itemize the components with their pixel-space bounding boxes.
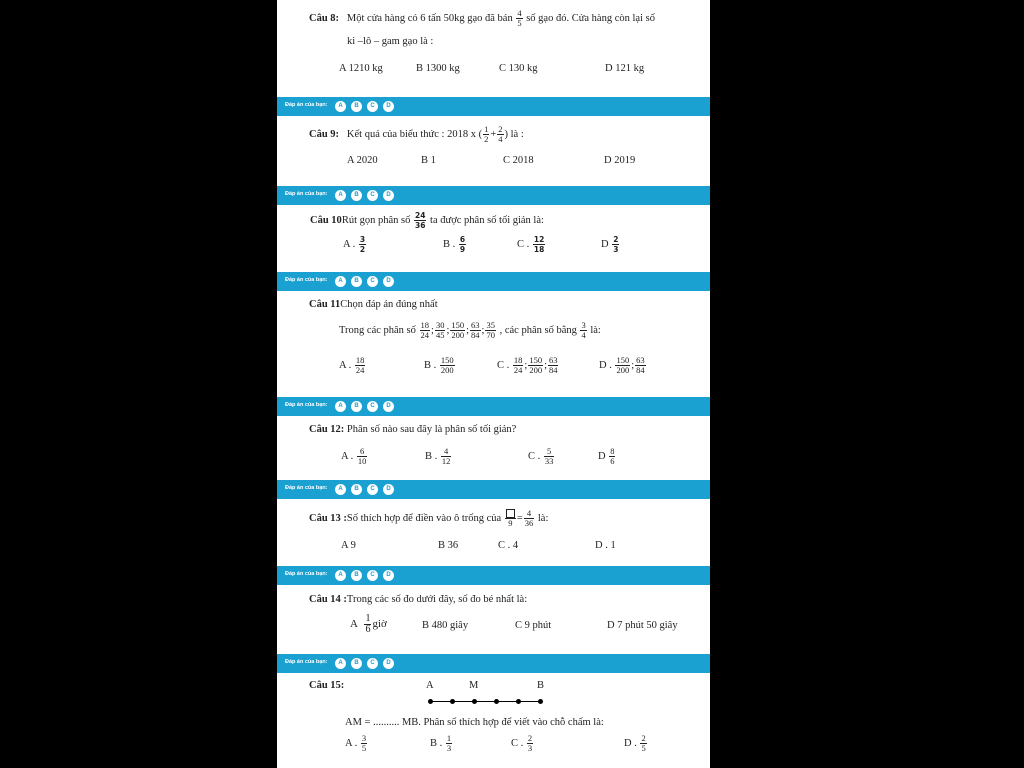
option-b: B 36 <box>438 540 459 551</box>
answer-label: Đáp án của bạn: <box>285 402 328 408</box>
segment-dot <box>494 699 499 704</box>
answer-bar-10 <box>277 272 710 291</box>
question-number: Câu 13 : <box>309 512 347 524</box>
question-number: Câu 14 : <box>309 594 347 605</box>
option-a: A 2020 <box>347 155 378 166</box>
question-text: ta được phân số tối giản là: <box>430 214 544 226</box>
question-text: số gạo đó. Cửa hàng còn lại số <box>526 12 655 24</box>
answer-option-d-button[interactable]: D <box>383 101 394 112</box>
question-text-line2: ki –lô – gam gạo là : <box>347 36 434 47</box>
option-c: C . $\frac{5}{33}$ <box>528 446 554 466</box>
fraction: $\frac{1}{2}$ <box>484 124 489 144</box>
option-a: A . $\frac{3}{2}$ <box>343 235 366 254</box>
answer-option-b-button[interactable]: B <box>351 484 362 495</box>
option-c: C 2018 <box>503 155 534 166</box>
option-a: A $\frac{1}{6}$ giờ <box>350 613 387 635</box>
answer-option-d-button[interactable]: D <box>383 401 394 412</box>
option-b: B 1300 kg <box>416 63 460 74</box>
answer-option-c-button[interactable]: C <box>367 484 378 495</box>
answer-option-a-button[interactable]: A <box>335 570 346 581</box>
answer-option-b-button[interactable]: B <box>351 658 362 669</box>
answer-option-c-button[interactable]: C <box>367 401 378 412</box>
answer-option-d-button[interactable]: D <box>383 190 394 201</box>
answer-option-d-button[interactable]: D <box>383 658 394 669</box>
option-c: C . $\frac{2}{3}$ <box>511 733 533 753</box>
answer-bar-13 <box>277 566 710 585</box>
answer-bar-9 <box>277 186 710 205</box>
question-prompt: Trong các phân số $\frac{18}{24}$ ; $\frac{30}{45}$ ; $\frac{150}{200}$ ; $\frac{63}{84}$ ; $\frac{35}{70}$ , các phân số bằng $\frac{3}{4}$ là: <box>339 320 601 340</box>
option-a: A . $\frac{18}{24}$ <box>339 355 365 375</box>
option-d: D . 1 <box>595 540 616 551</box>
question-number: Câu 9: <box>309 128 340 140</box>
option-a: A . $\frac{3}{5}$ <box>345 733 367 753</box>
segment-dot <box>428 699 433 704</box>
question-number: Câu 15: <box>309 680 345 691</box>
fraction: $\frac{2}{4}$ <box>498 124 503 144</box>
option-c: C . $\frac{18}{24}$ ; $\frac{150}{200}$ ; $\frac{63}{84}$ <box>497 355 558 375</box>
answer-option-b-button[interactable]: B <box>351 101 362 112</box>
answer-option-b-button[interactable]: B <box>351 276 362 287</box>
worksheet-page <box>277 0 710 768</box>
answer-option-a-button[interactable]: A <box>335 658 346 669</box>
question-text: Phân số nào sau đây là phân số tối giản? <box>346 424 517 435</box>
answer-option-b-button[interactable]: B <box>351 401 362 412</box>
answer-option-c-button[interactable]: C <box>367 276 378 287</box>
option-b: B . $\frac{150}{200}$ <box>424 355 454 375</box>
question-text: Kết quả của biểu thức : 2018 x ( <box>346 128 483 140</box>
answer-option-d-button[interactable]: D <box>383 484 394 495</box>
option-a: A 9 <box>341 540 356 551</box>
option-b: B . $\frac{1}{3}$ <box>430 733 452 753</box>
option-c: C 9 phút <box>515 620 552 631</box>
option-b: B . $\frac{4}{12}$ <box>425 446 451 466</box>
point-label-b: B <box>537 680 545 691</box>
fraction: $\frac{24}{36}$ <box>414 211 426 230</box>
answer-option-d-button[interactable]: D <box>383 276 394 287</box>
fraction: $\frac{4}{36}$ <box>524 508 534 528</box>
segment-dot <box>450 699 455 704</box>
answer-option-c-button[interactable]: C <box>367 570 378 581</box>
answer-option-c-button[interactable]: C <box>367 190 378 201</box>
segment-dot <box>538 699 543 704</box>
blank-box <box>506 509 515 518</box>
answer-label: Đáp án của bạn: <box>285 571 328 577</box>
answer-bar-12 <box>277 480 710 499</box>
option-c: C 130 kg <box>499 63 538 74</box>
answer-bar-11 <box>277 397 710 416</box>
answer-label: Đáp án của bạn: <box>285 659 328 665</box>
option-b: B . $\frac{6}{9}$ <box>443 235 466 254</box>
answer-label: Đáp án của bạn: <box>285 277 328 283</box>
question-text: Một cửa hàng có 6 tấn 50kg gạo đã bán <box>346 12 513 24</box>
option-c: C . $\frac{12}{18}$ <box>517 235 545 254</box>
answer-option-b-button[interactable]: B <box>351 190 362 201</box>
answer-label: Đáp án của bạn: <box>285 485 328 491</box>
option-d: D 121 kg <box>605 63 645 74</box>
question-text: Trong các số đo dưới đây, số đo bé nhất là: <box>346 594 528 605</box>
point-label-m: M <box>469 680 479 691</box>
answer-option-d-button[interactable]: D <box>383 570 394 581</box>
answer-option-a-button[interactable]: A <box>335 276 346 287</box>
answer-option-a-button[interactable]: A <box>335 190 346 201</box>
point-label-a: A <box>426 680 434 691</box>
answer-option-c-button[interactable]: C <box>367 101 378 112</box>
question-number: Câu 12: <box>309 424 345 435</box>
segment-dot <box>516 699 521 704</box>
option-d: D $\frac{2}{3}$ <box>601 235 619 254</box>
answer-bar-14 <box>277 654 710 673</box>
option-d: D . $\frac{2}{5}$ <box>624 733 646 753</box>
answer-option-a-button[interactable]: A <box>335 401 346 412</box>
question-text: Số thích hợp để điền vào ô trống của <box>346 512 502 524</box>
answer-option-c-button[interactable]: C <box>367 658 378 669</box>
option-a: A 1210 kg <box>339 63 383 74</box>
option-d: D $\frac{8}{6}$ <box>598 446 615 466</box>
segment-ab <box>431 701 541 702</box>
answer-option-a-button[interactable]: A <box>335 101 346 112</box>
option-b: B 480 giây <box>422 620 469 631</box>
fraction-with-blank: 9 <box>505 509 516 528</box>
option-d: D . $\frac{150}{200}$ ; $\frac{63}{84}$ <box>599 355 645 375</box>
answer-option-a-button[interactable]: A <box>335 484 346 495</box>
option-b: B 1 <box>421 155 436 166</box>
option-d: D 2019 <box>604 155 636 166</box>
answer-label: Đáp án của bạn: <box>285 191 328 197</box>
answer-option-b-button[interactable]: B <box>351 570 362 581</box>
question-title: Chọn đáp án đúng nhất <box>340 299 438 310</box>
fraction: $\frac{4}{5}$ <box>517 8 522 28</box>
question-number: Câu 11 <box>309 299 341 310</box>
question-text: là: <box>537 512 549 524</box>
option-c: C . 4 <box>498 540 519 551</box>
answer-bar-8 <box>277 97 710 116</box>
option-a: A . $\frac{6}{10}$ <box>341 446 367 466</box>
question-text: Rút gọn phân số <box>341 214 411 226</box>
option-d: D 7 phút 50 giây <box>607 620 678 631</box>
question-number: Câu 8: <box>309 12 340 24</box>
question-text: ) là : <box>504 128 524 140</box>
question-text: AM = .......... MB. Phân số thích hợp để viết vào chỗ chấm là: <box>345 717 604 728</box>
question-number: Câu 10 <box>310 214 342 226</box>
equals-sign: = <box>516 512 523 524</box>
answer-label: Đáp án của bạn: <box>285 102 328 108</box>
segment-dot <box>472 699 477 704</box>
plus-sign: + <box>490 128 497 140</box>
